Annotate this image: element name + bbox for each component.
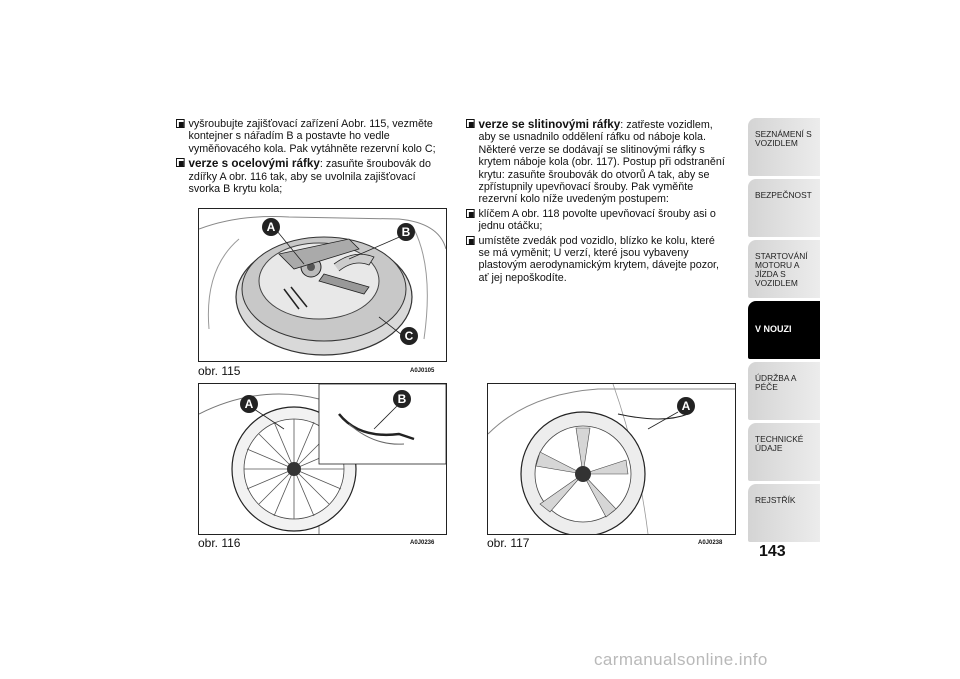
bullet-box-icon: [466, 209, 475, 218]
figure-caption: obr. 117: [487, 536, 530, 550]
instruction-heading: verze se slitinovými ráfky: [478, 117, 621, 131]
figure-caption: obr. 116: [198, 536, 241, 550]
steel-wheel-illustration: [199, 384, 446, 534]
bullet-item: [466, 235, 725, 285]
alloy-wheel-illustration: [488, 384, 735, 534]
instruction-text: umístěte zvedák pod vozidlo, blízko ke kolu, které se má vyměnit; U verzí, které jsou vybaveny plastovým aerodynamickým krytem, dávejte pozor, ať jej nepoškodíte.: [478, 234, 720, 284]
tab-seznameni[interactable]: SEZNÁMENÍ S VOZIDLEM: [748, 118, 820, 176]
callout-label: B: [397, 392, 407, 406]
callout-label: A: [266, 220, 276, 234]
figure-steel-wheel-cover: [198, 383, 447, 535]
bullet-box-icon: [176, 119, 185, 128]
page-number: 143: [759, 543, 786, 560]
figure-code: A0J0105: [410, 368, 435, 374]
bullet-box-icon: [466, 119, 475, 128]
tab-technicke-udaje[interactable]: TECHNICKÉ ÚDAJE: [748, 423, 820, 481]
instruction-text: : zasuňte šroubovák do zdířky A obr. 116 tak, aby se uvolnila zajišťovací svorka B krytu kola;: [188, 158, 431, 196]
figure-spare-wheel: [198, 208, 447, 362]
right-text-column: [466, 118, 725, 286]
bullet-box-icon: [176, 158, 185, 167]
bullet-item: [466, 118, 725, 206]
bullet-item: [176, 157, 447, 195]
figure-code: A0J0236: [410, 540, 435, 546]
instruction-heading: verze s ocelovými ráfky: [188, 156, 320, 171]
instruction-text: vyšroubujte zajišťovací zařízení Aobr. 115, vezměte kontejner s nářadím B a postavte ho vedle vyměňovacého kola. Pak vytáhněte rezervní kolo C;: [188, 118, 436, 155]
tab-rejstrik[interactable]: REJSTŘÍK: [748, 484, 820, 542]
spare-wheel-illustration: [199, 209, 446, 361]
instruction-text: : zatřeste vozidlem, aby se usnadnilo oddělení ráfku od náboje kola. Některé verze se dodávají se slitinovými ráfky s krytem náboje kola (obr. 117). Postup při odstranění krytu: zasuňte šroubovák do otvorů A tak, aby se zpřístupnily upevňovací šrouby. Pak vyměňte rezervní kolo níže uvedeným postupem:: [478, 119, 725, 206]
watermark: carmanualsonline.info: [594, 650, 768, 669]
figure-caption: obr. 115: [198, 364, 241, 378]
figure-alloy-hubcap: [487, 383, 736, 535]
tab-bezpecnost[interactable]: BEZPEČNOST: [748, 179, 820, 237]
chapter-tabs: [748, 118, 820, 545]
left-text-column: [176, 118, 447, 197]
figure-code: A0J0238: [698, 540, 723, 546]
bullet-box-icon: [466, 236, 475, 245]
bullet-item: [466, 208, 725, 233]
callout-label: C: [404, 329, 414, 343]
callout-label: B: [401, 225, 411, 239]
tab-v-nouzi[interactable]: V NOUZI: [748, 301, 820, 359]
callout-label: A: [244, 397, 254, 411]
callout-label: A: [681, 399, 691, 413]
bullet-item: [176, 118, 447, 155]
instruction-text: klíčem A obr. 118 povolte upevňovací šrouby asi o jednu otáčku;: [478, 207, 716, 233]
tab-startovani[interactable]: STARTOVÁNÍ MOTORU A JÍZDA S VOZIDLEM: [748, 240, 820, 298]
tab-udrzba[interactable]: ÚDRŽBA A PÉČE: [748, 362, 820, 420]
